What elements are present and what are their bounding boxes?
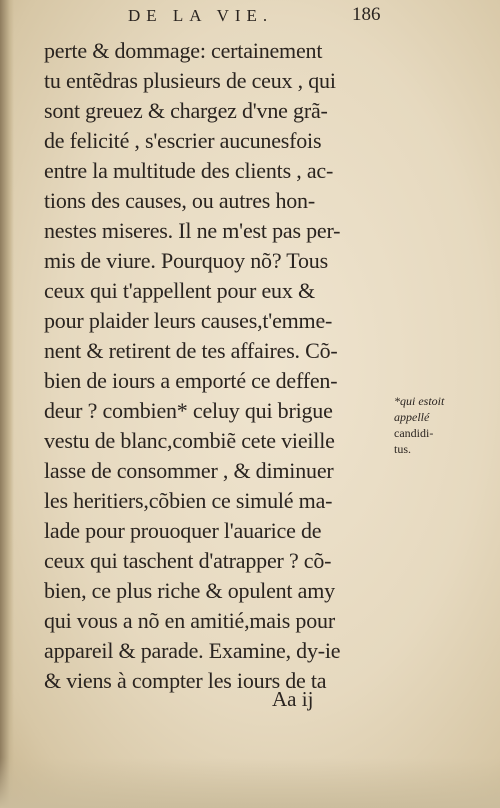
text-line: & viens à compter les iours de ta: [44, 668, 327, 693]
signature-mark: Aa ij: [272, 687, 314, 711]
text-line: nent & retirent de tes affaires. Cõ-: [44, 338, 338, 363]
text-line: nestes miseres. Il ne m'est pas per-: [44, 218, 341, 243]
text-line: les heritiers,cõbien ce simulé ma-: [44, 488, 333, 513]
text-line: qui vous a nõ en amitié,mais pour: [44, 608, 335, 633]
body-text: [44, 36, 394, 696]
text-line: appareil & parade. Examine, dy-ie: [44, 638, 341, 663]
text-line: mis de viure. Pourquoy nõ? Tous: [44, 248, 328, 273]
page-number: 186: [352, 4, 381, 25]
text-line: vestu de blanc,combiẽ cete vieille: [44, 428, 335, 453]
page-gutter-shadow: [0, 0, 14, 808]
text-line: perte & dommage: certainement: [44, 38, 323, 63]
marginal-note-line: candidi-: [394, 426, 434, 440]
text-line: lasse de consommer , & diminuer: [44, 458, 334, 483]
marginal-note-line: tus.: [394, 442, 412, 456]
text-line: deur ? combien* celuy qui brigue: [44, 398, 333, 423]
marginal-note-line: *qui estoit: [394, 394, 445, 408]
marginal-note-line: appellé: [394, 410, 430, 424]
text-line: ceux qui taschent d'atrapper ? cõ-: [44, 548, 332, 573]
marginal-note: [394, 393, 498, 457]
text-line: ceux qui t'appellent pour eux &: [44, 278, 315, 303]
text-line: entre la multitude des clients , ac-: [44, 158, 334, 183]
text-line: lade pour prouoquer l'auarice de: [44, 518, 322, 543]
text-line: pour plaider leurs causes,t'emme-: [44, 308, 333, 333]
text-line: tu entẽdras plusieurs de ceux , qui: [44, 68, 336, 93]
text-line: de felicité , s'escrier aucunesfois: [44, 128, 322, 153]
text-line: bien de iours a emporté ce deffen-: [44, 368, 338, 393]
page-bottom-shade: [0, 758, 500, 808]
running-head: DE LA VIE.: [128, 6, 274, 25]
text-line: sont greuez & chargez d'vne grã-: [44, 98, 328, 123]
text-line: tions des causes, ou autres hon-: [44, 188, 315, 213]
text-line: bien, ce plus riche & opulent amy: [44, 578, 335, 603]
